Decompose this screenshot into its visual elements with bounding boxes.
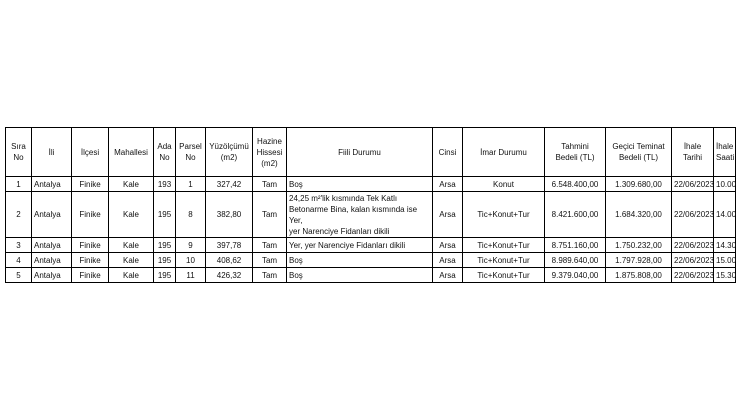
cell-hazine: Tam: [253, 238, 287, 253]
cell-saat: 10.00: [714, 177, 736, 192]
column-header-ada: [154, 128, 176, 177]
cell-fiili-line: Boş: [289, 270, 303, 280]
cell-teminat: 1.309.680,00: [606, 177, 672, 192]
column-header-yuzolcumu-line: (m2): [220, 153, 238, 162]
cell-cinsi: Arsa: [433, 268, 463, 283]
column-header-cinsi: [433, 128, 463, 177]
column-header-parsel: [176, 128, 206, 177]
column-header-parsel-line: No: [185, 153, 196, 162]
cell-mahallesi: Kale: [109, 268, 154, 283]
cell-sira: 4: [6, 253, 32, 268]
column-header-tarih-line: İhale Tarihi: [682, 142, 703, 162]
cell-saat: 14.00: [714, 192, 736, 238]
cell-ada: 195: [154, 192, 176, 238]
cell-fiili-line: Boş: [289, 255, 303, 265]
cell-fiili-line: yer Narenciye Fidanları dikili: [289, 226, 390, 236]
cell-tarih: 22/06/2023: [672, 192, 714, 238]
column-header-tahmini-line: Bedeli (TL): [555, 153, 595, 162]
cell-ada: 195: [154, 238, 176, 253]
column-header-hazine-line: (m2): [261, 158, 278, 168]
cell-ili: Antalya: [32, 177, 72, 192]
column-header-ilcesi-line: İlçesi: [80, 147, 100, 157]
cell-yuzolcumu: 397,78: [206, 238, 253, 253]
column-header-sira-line: Sıra: [11, 142, 26, 151]
cell-mahallesi: Kale: [109, 238, 154, 253]
cell-ilcesi: Finike: [72, 238, 109, 253]
cell-tahmini: 8.421.600,00: [545, 192, 606, 238]
cell-ili: Antalya: [32, 253, 72, 268]
cell-ili: Antalya: [32, 268, 72, 283]
column-header-mahallesi-line: Mahallesi: [114, 147, 148, 157]
cell-fiili: [287, 268, 433, 283]
cell-teminat: 1.750.232,00: [606, 238, 672, 253]
cell-fiili: [287, 192, 433, 238]
cell-hazine: Tam: [253, 192, 287, 238]
cell-parsel: 11: [176, 268, 206, 283]
column-header-hazine-line: Hazine: [257, 136, 282, 146]
column-header-tahmini: [545, 128, 606, 177]
column-header-hazine: [253, 128, 287, 177]
column-header-imar: [463, 128, 545, 177]
cell-yuzolcumu: 327,42: [206, 177, 253, 192]
cell-tarih: 22/06/2023: [672, 253, 714, 268]
table-row: [6, 192, 736, 238]
cell-ilcesi: Finike: [72, 253, 109, 268]
cell-teminat: 1.875.808,00: [606, 268, 672, 283]
cell-fiili: [287, 253, 433, 268]
column-header-hazine-line: Hissesi: [256, 147, 283, 157]
column-header-ili-line: İli: [48, 147, 55, 157]
column-header-teminat-line: Bedeli (TL): [618, 153, 659, 162]
cell-imar: Konut: [463, 177, 545, 192]
table-row: [6, 268, 736, 283]
cell-parsel: 1: [176, 177, 206, 192]
cell-mahallesi: Kale: [109, 177, 154, 192]
column-header-cinsi-line: Cinsi: [438, 147, 457, 157]
cell-hazine: Tam: [253, 253, 287, 268]
column-header-saat-line: Saati: [716, 153, 735, 162]
cell-cinsi: Arsa: [433, 253, 463, 268]
column-header-tahmini-line: Tahmini: [561, 142, 589, 151]
column-header-fiili-line: Fiili Durumu: [338, 147, 381, 157]
cell-cinsi: Arsa: [433, 177, 463, 192]
column-header-tarih: [672, 128, 714, 177]
header-row: [6, 128, 736, 177]
cell-fiili-line: Boş: [289, 179, 303, 189]
column-header-ada-line: Ada: [157, 142, 172, 151]
column-header-yuzolcumu: [206, 128, 253, 177]
cell-sira: 1: [6, 177, 32, 192]
cell-yuzolcumu: 426,32: [206, 268, 253, 283]
cell-teminat: 1.797.928,00: [606, 253, 672, 268]
table-row: [6, 253, 736, 268]
cell-ada: 193: [154, 177, 176, 192]
cell-mahallesi: Kale: [109, 192, 154, 238]
column-header-ada-line: No: [159, 153, 170, 162]
cell-tarih: 22/06/2023: [672, 238, 714, 253]
cell-sira: 5: [6, 268, 32, 283]
table-body: [6, 177, 736, 283]
column-header-teminat-line: Geçici Teminat: [612, 142, 665, 151]
cell-fiili: [287, 238, 433, 253]
cell-parsel: 9: [176, 238, 206, 253]
cell-parsel: 10: [176, 253, 206, 268]
table-row: [6, 238, 736, 253]
column-header-saat-line: İhale: [716, 142, 734, 151]
column-header-fiili: [287, 128, 433, 177]
column-header-ili: [32, 128, 72, 177]
cell-saat: 15.00: [714, 253, 736, 268]
cell-tarih: 22/06/2023: [672, 177, 714, 192]
column-header-yuzolcumu-line: Yüzölçümü: [209, 142, 249, 151]
cell-hazine: Tam: [253, 268, 287, 283]
cell-tahmini: 8.751.160,00: [545, 238, 606, 253]
cell-teminat: 1.684.320,00: [606, 192, 672, 238]
cell-saat: 14.30: [714, 238, 736, 253]
cell-ili: Antalya: [32, 192, 72, 238]
column-header-parsel-line: Parsel: [179, 142, 202, 151]
column-header-saat: [714, 128, 736, 177]
column-header-mahallesi: [109, 128, 154, 177]
cell-yuzolcumu: 382,80: [206, 192, 253, 238]
column-header-teminat: [606, 128, 672, 177]
cell-ili: Antalya: [32, 238, 72, 253]
cell-imar: Tic+Konut+Tur: [463, 238, 545, 253]
cell-saat: 15.30: [714, 268, 736, 283]
cell-fiili-line: Betonarme Bina, kalan kısmında ise Yer,: [289, 204, 418, 225]
cell-tahmini: 9.379.040,00: [545, 268, 606, 283]
cell-fiili: [287, 177, 433, 192]
cell-fiili-line: 24,25 m²'lik kısmında Tek Katlı: [289, 193, 398, 203]
cell-imar: Tic+Konut+Tur: [463, 192, 545, 238]
cell-tahmini: 6.548.400,00: [545, 177, 606, 192]
cell-mahallesi: Kale: [109, 253, 154, 268]
column-header-sira-line: No: [13, 153, 24, 162]
cell-fiili-line: Yer, yer Narenciye Fidanları dikili: [289, 240, 406, 250]
cell-cinsi: Arsa: [433, 238, 463, 253]
cell-hazine: Tam: [253, 177, 287, 192]
cell-yuzolcumu: 408,62: [206, 253, 253, 268]
cell-imar: Tic+Konut+Tur: [463, 268, 545, 283]
tender-table: [5, 127, 736, 283]
cell-tarih: 22/06/2023: [672, 268, 714, 283]
cell-sira: 2: [6, 192, 32, 238]
column-header-ilcesi: [72, 128, 109, 177]
cell-ada: 195: [154, 253, 176, 268]
table-row: [6, 177, 736, 192]
cell-ilcesi: Finike: [72, 177, 109, 192]
cell-tahmini: 8.989.640,00: [545, 253, 606, 268]
column-header-imar-line: İmar Durumu: [480, 147, 527, 157]
column-header-sira: [6, 128, 32, 177]
cell-ilcesi: Finike: [72, 192, 109, 238]
cell-ada: 195: [154, 268, 176, 283]
cell-sira: 3: [6, 238, 32, 253]
cell-cinsi: Arsa: [433, 192, 463, 238]
cell-parsel: 8: [176, 192, 206, 238]
cell-ilcesi: Finike: [72, 268, 109, 283]
cell-imar: Tic+Konut+Tur: [463, 253, 545, 268]
